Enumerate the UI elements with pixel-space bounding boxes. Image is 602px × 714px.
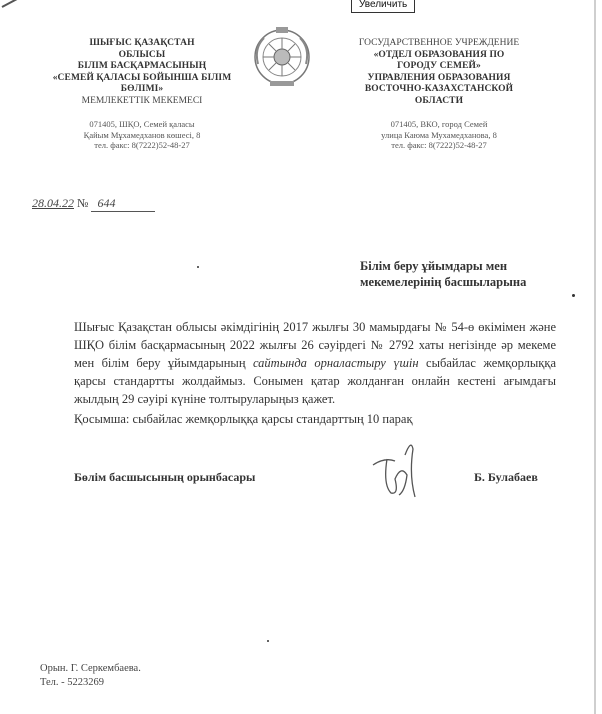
executor-phone: Тел. - 5223269 [40,677,105,688]
address-line: тел. факс: 8(7222)52-48-27 [94,140,190,150]
reference-number-prefix: № [77,196,89,210]
header-left-address [42,119,242,151]
corner-mark [2,0,33,8]
addressee [360,258,526,290]
address-line: тел. факс: 8(7222)52-48-27 [391,140,487,150]
reference-date: 28.04.22 [32,196,74,210]
header-left [42,38,242,151]
header-right-type: ГОСУДАРСТВЕННОЕ УЧРЕЖДЕНИЕ [358,38,520,48]
addressee-line: Білім беру ұйымдары мен [360,259,508,273]
body-text-part: Шығыс Қазақстан облысы әкімдігінің 2017 жылғы 30 мамырдағы № 54-ө өкімімен және ШҚО білім басқармасының 2022 жылғы 26 сәуірдегі № 2792 хаты негізінде әр мекеме мен білім беру ұйымдарының [74,320,556,370]
zoom-button[interactable]: Увеличить [351,0,415,13]
speck [197,266,199,268]
body-paragraph [74,318,556,408]
address-line: 071405, ШҚО, Семей қаласы [89,119,195,129]
speck [267,640,269,642]
letter-body [74,318,556,408]
address-line: улица Каюма Мухамедханова, 8 [381,129,497,140]
signatory-name: Б. Булабаев [474,470,538,484]
address-line: Қайым Мұхамедханов көшесі, 8 [83,129,201,140]
header-left-type: МЕМЛЕКЕТТІК МЕКЕМЕСІ [81,95,203,106]
body-text-part: сыбайлас жемқорлыққа қарсы стандартты жолдаймыз. Сонымен қатар жолданған онлайн кестені ағымдағы жылдың 29 сәуірі күніне толтыруларыңыз қажет. [74,356,556,406]
handwritten-signature-icon [365,435,435,505]
header-left-line: БӨЛІМІ» [120,84,164,94]
header-left-line: «СЕМЕЙ ҚАЛАСЫ БОЙЫНША БІЛІМ [52,72,232,83]
header-left-line: ОБЛЫСЫ [118,49,166,60]
state-emblem-icon [252,26,312,88]
header-right-line: ГОРОДУ СЕМЕЙ» [397,61,481,71]
body-text-italic: сайтында орналастыру үшін [252,356,419,370]
address-line: 071405, ВКО, город Семей [390,119,488,129]
body-attachment: Қосымша: сыбайлас жемқорлыққа қарсы стандарттың 10 парақ [74,412,413,426]
header-left-line: БІЛІМ БАСҚАРМАСЫНЫҢ [77,61,207,71]
header-right-line: «ОТДЕЛ ОБРАЗОВАНИЯ ПО [373,49,505,60]
speck [572,294,575,297]
header-right-line: ОБЛАСТИ [414,95,464,106]
signatory-title: Бөлім басшысының орынбасары [74,470,256,484]
header-right-line: УПРАВЛЕНИЯ ОБРАЗОВАНИЯ [367,72,511,83]
page-edge [594,0,596,714]
header-left-line: ШЫҒЫС ҚАЗАҚСТАН [89,38,195,48]
reference-number: 644 [91,196,155,212]
header-right-line: ВОСТОЧНО-КАЗАХСТАНСКОЙ [364,84,514,94]
header-right-address [346,119,532,151]
addressee-line: мекемелерінің басшыларына [360,275,527,289]
executor-info [40,662,141,690]
header-right [346,38,532,151]
executor-name: Орын. Г. Серкембаева. [40,663,141,674]
reference-line [32,196,155,212]
